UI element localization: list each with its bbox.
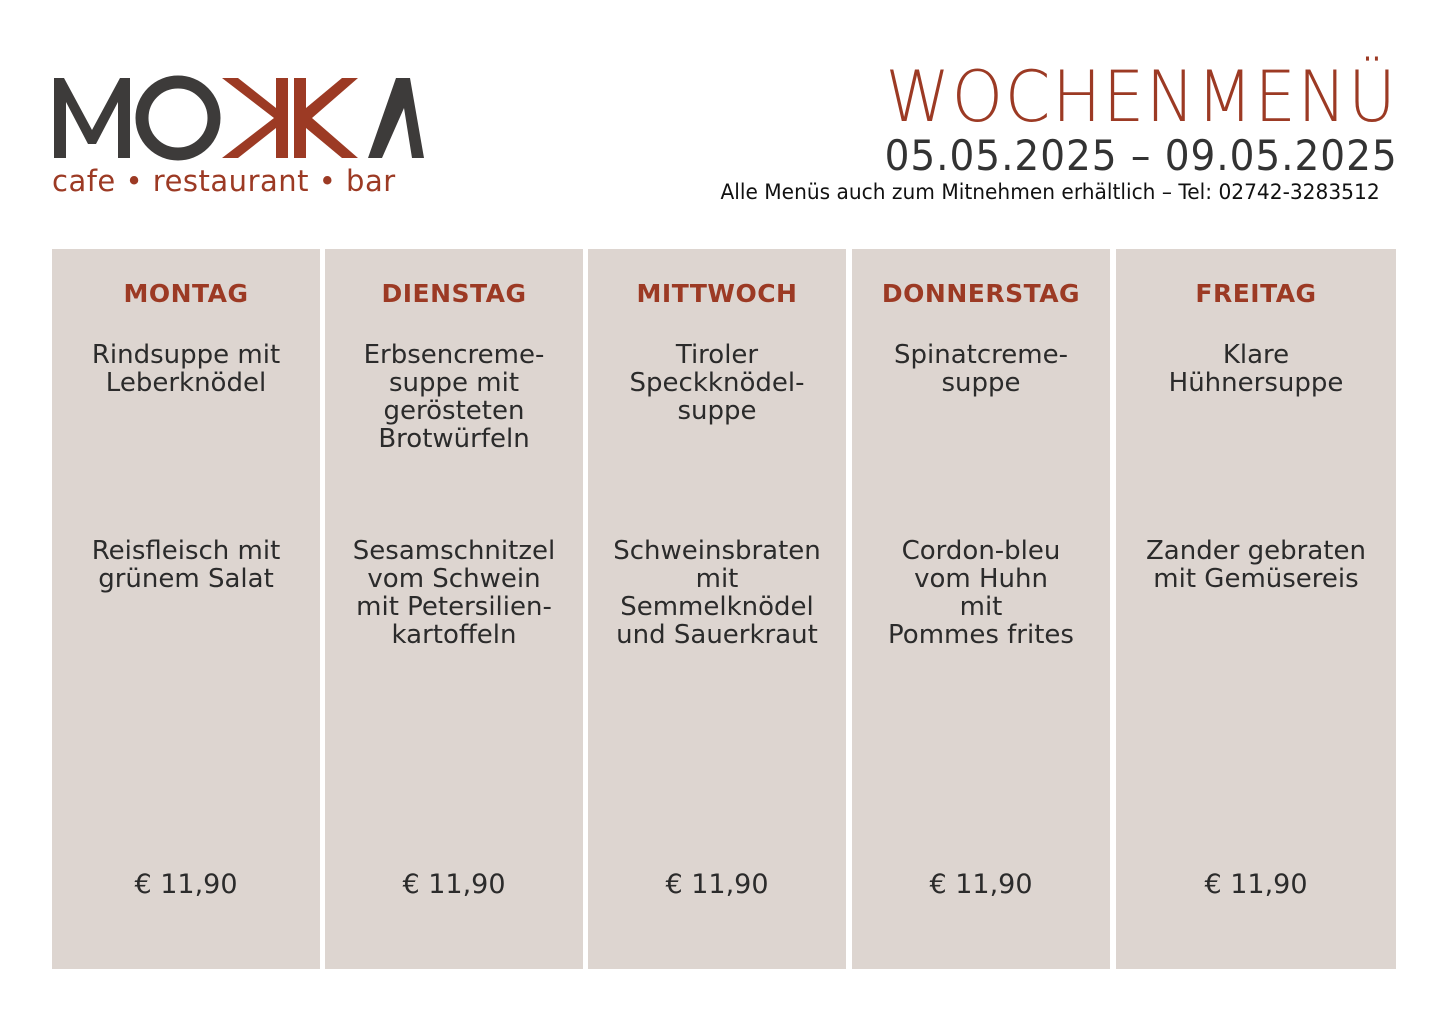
- soup-dish: Spinatcreme- suppe: [894, 340, 1068, 398]
- price: € 11,90: [402, 869, 506, 900]
- main-dish: Cordon-bleu vom Huhn mit Pommes frites: [888, 536, 1074, 650]
- main-dish: Sesamschnitzel vom Schwein mit Petersilien- kartoffeln: [352, 536, 556, 650]
- main-dish: Reisfleisch mit grünem Salat: [91, 536, 281, 594]
- price: € 11,90: [665, 869, 769, 900]
- day-column-montag: [52, 249, 320, 969]
- logo-tagline: cafe • restaurant • bar: [52, 164, 396, 198]
- soup-dish: Klare Hühnersuppe: [1168, 340, 1344, 398]
- soup-dish: Tiroler Speckknödel- suppe: [629, 340, 805, 426]
- mokka-logo: [50, 68, 430, 200]
- price: € 11,90: [1204, 869, 1308, 900]
- menu-header: [693, 56, 1398, 206]
- takeaway-info: Alle Menüs auch zum Mitnehmen erhältlich – Tel: 02742-3283512: [720, 180, 1380, 204]
- day-column-dienstag: [325, 249, 583, 969]
- day-name: FREITAG: [1195, 279, 1317, 308]
- main-dish: Zander gebraten mit Gemüsereis: [1146, 536, 1366, 594]
- main-dish: Schweinsbraten mit Semmelknödel und Sauerkraut: [613, 536, 821, 650]
- day-column-freitag: [1116, 249, 1396, 969]
- day-name: MONTAG: [123, 279, 249, 308]
- day-column-mittwoch: [588, 249, 846, 969]
- date-range: 05.05.2025 – 09.05.2025: [884, 131, 1398, 180]
- day-name: DIENSTAG: [381, 279, 527, 308]
- day-name: DONNERSTAG: [881, 279, 1081, 308]
- menu-title: WOCHENMENÜ: [885, 56, 1398, 138]
- mokka-wordmark-logo: [50, 68, 430, 164]
- weekly-menu-grid: [52, 249, 1396, 969]
- day-name: MITTWOCH: [636, 279, 798, 308]
- soup-dish: Rindsuppe mit Leberknödel: [91, 340, 281, 398]
- price: € 11,90: [134, 869, 238, 900]
- soup-dish: Erbsencreme- suppe mit gerösteten Brotwürfeln: [363, 340, 545, 454]
- price: € 11,90: [929, 869, 1033, 900]
- day-column-donnerstag: [852, 249, 1110, 969]
